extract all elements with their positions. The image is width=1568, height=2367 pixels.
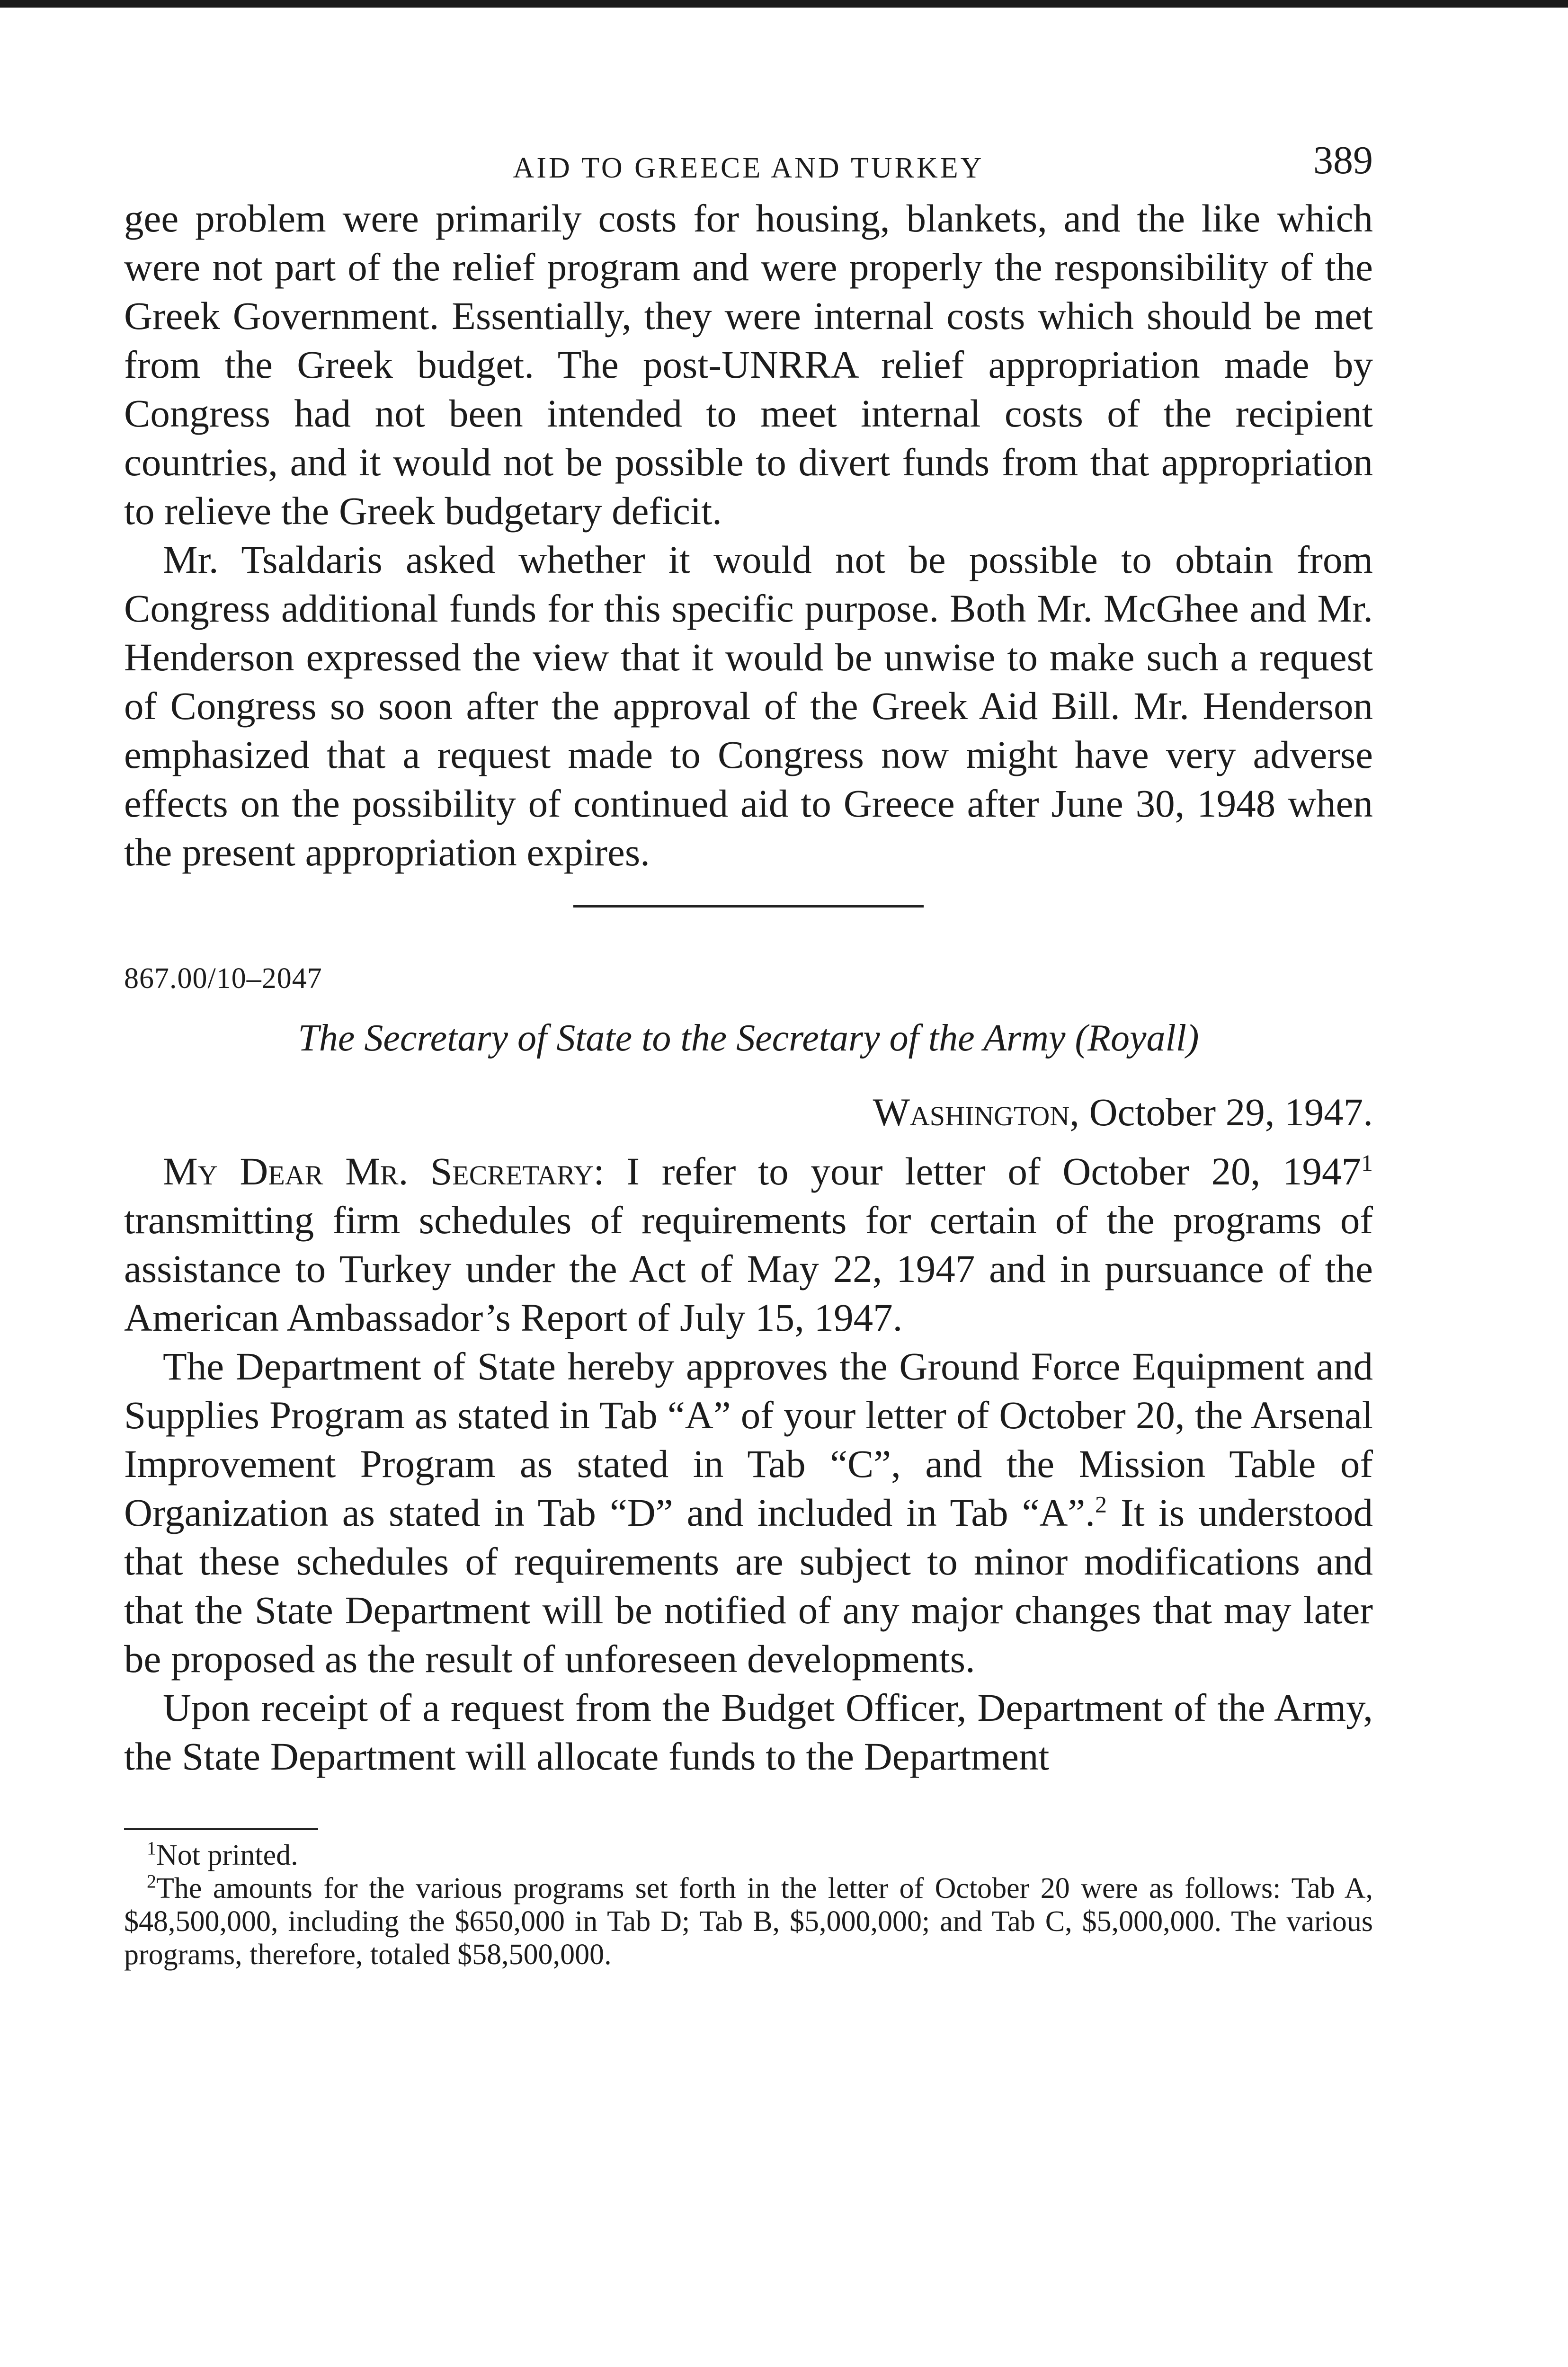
section-divider (573, 905, 924, 908)
footnote-2-mark: 2 (147, 1870, 156, 1892)
footnote-1 (124, 1839, 1373, 1872)
running-head (124, 137, 1373, 194)
document-title: The Secretary of State to the Secretary of the Army (Royall) (298, 1017, 1199, 1059)
letter-paragraph-1-text-b: transmitting firm schedules of requirements for certain of the programs of assistance to Turkey under the Act of May 22, 1947 and in pursuance of the American Ambassador’s Report of July 15, 1947. (124, 1198, 1373, 1339)
footnotes (124, 1839, 1373, 1971)
letter-paragraph-1 (124, 1147, 1373, 1342)
footnote-2-text: The amounts for the various programs set forth in the letter of October 20 were as follows: Tab A, $48,500,000, including the $650,000 in Tab D; Tab B, $5,000,000; and Tab C, $5,000,000. The various programs, therefore, totaled $58,500,000. (124, 1872, 1373, 1971)
footnote-ref-1: 1 (1361, 1149, 1373, 1176)
letter-paragraph-2 (124, 1342, 1373, 1683)
file-number: 867.00/10–2047 (124, 962, 322, 995)
footnote-divider (124, 1828, 318, 1830)
salutation: My Dear Mr. Secretary (163, 1149, 594, 1193)
top-border-rule (0, 0, 1568, 8)
footnote-2 (124, 1872, 1373, 1971)
tsaldaris-paragraph: Mr. Tsaldaris asked whether it would not be possible to obtain from Congress additional funds for this specific purpose. Both Mr. McGhee and Mr. Henderson expressed the view that it would be unwise to make such a request of Congress so soon after the approval of the Greek Aid Bill. Mr. Henderson emphasized that a request made to Congress now might have very adverse effects on the possibility of continued aid to Greece after June 30, 1948 when the present appropriation expires. (124, 538, 1373, 874)
dateline-date: , October 29, 1947. (1069, 1090, 1373, 1134)
dateline-place: Washington (873, 1090, 1070, 1134)
letter-paragraph-2-text-b: It is understood that these schedules of requirements are subject to minor modifications and that the State Department will be notified of any major changes that may later be proposed as the result of unforeseen developments. (124, 1491, 1373, 1681)
dateline (124, 1088, 1373, 1137)
footnote-ref-2: 2 (1095, 1491, 1107, 1518)
letter-paragraph-2-text-a: The Department of State hereby approves the Ground Force Equipment and Supplies Program as stated in Tab “A” of your letter of October 20, the Arsenal Improvement Program as stated in Tab “C”, and the Mission Table of Organization as stated in Tab “D” and included in Tab “A”. (124, 1344, 1373, 1534)
letter-paragraph-1-text-a: : I refer to your letter of October 20, 1947 (593, 1149, 1361, 1193)
continued-paragraph: gee problem were primarily costs for housing, blankets, and the like which were not part of the relief program and were properly the responsibility of the Greek Government. Essentially, they were internal costs which should be met from the Greek budget. The post-UNRRA relief appropriation made by Congress had not been intended to meet internal costs of the recipient countries, and it would not be possible to divert funds from that appropriation to relieve the Greek budgetary deficit. (124, 196, 1373, 533)
running-title: AID TO GREECE AND TURKEY (513, 152, 984, 184)
document-page (124, 137, 1373, 1971)
page-number: 389 (1313, 138, 1373, 182)
letter-paragraph-3: Upon receipt of a request from the Budget Officer, Department of the Army, the State Department will allocate funds to the Department (124, 1686, 1373, 1778)
footnote-1-text: Not printed. (156, 1839, 298, 1871)
footnote-1-mark: 1 (147, 1837, 156, 1859)
